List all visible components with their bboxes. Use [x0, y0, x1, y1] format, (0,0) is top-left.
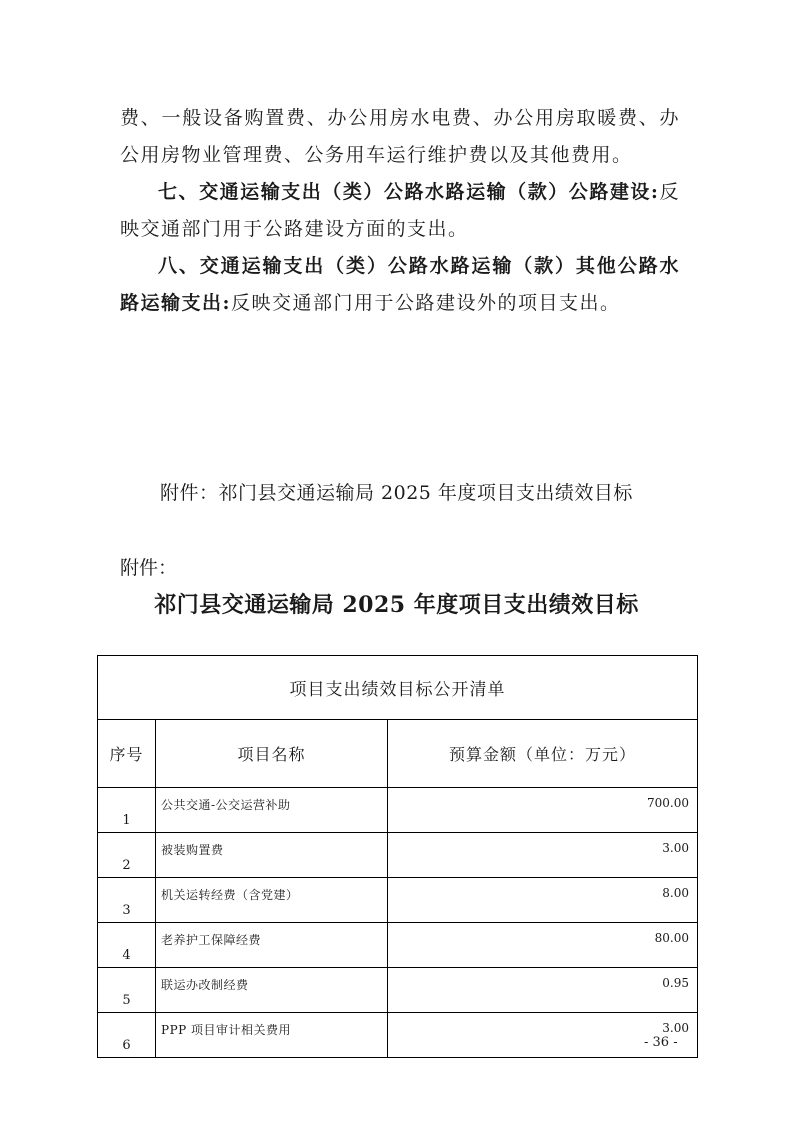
row-project-name: 老养护工保障经费	[156, 923, 388, 968]
row-budget-amount: 8.00	[388, 878, 698, 923]
row-budget-amount: 700.00	[388, 788, 698, 833]
attachment-label: 附件：	[120, 557, 178, 579]
row-project-name: PPP 项目审计相关费用	[156, 1013, 388, 1058]
row-project-name: 公共交通-公交运营补助	[156, 788, 388, 833]
section-heading-eight-line2: 路运输支出:	[120, 292, 232, 314]
paragraph-road-construction	[120, 174, 680, 248]
row-budget-amount: 3.00	[388, 833, 698, 878]
section-heading-seven: 七、交通运输支出（类）公路水路运输（款）公路建设:	[158, 181, 660, 203]
table-caption: 项目支出绩效目标公开清单	[98, 656, 698, 720]
section-text-seven: 反映交通部门用于公路建设方面的支出。	[120, 181, 680, 240]
section-text-eight: 反映交通部门用于公路建设外的项目支出。	[231, 292, 621, 314]
table-row	[98, 878, 698, 923]
table-row	[98, 1013, 698, 1058]
row-serial-no: 2	[98, 833, 156, 878]
row-serial-no: 4	[98, 923, 156, 968]
paragraph-expense-list: 费、一般设备购置费、办公用房水电费、办公用房取暖费、办公用房物业管理费、公务用车运行维护费以及其他费用。	[120, 107, 680, 166]
table-row	[98, 968, 698, 1013]
row-budget-amount: 3.00	[388, 1013, 698, 1058]
row-serial-no: 6	[98, 1013, 156, 1058]
row-project-name: 机关运转经费（含党建）	[156, 878, 388, 923]
table-row	[98, 788, 698, 833]
row-budget-amount: 0.95	[388, 968, 698, 1013]
attachment-note: 附件：祁门县交通运输局 2025 年度项目支出绩效目标	[160, 482, 633, 504]
header-project-name: 项目名称	[156, 720, 388, 788]
page-number: - 36 -	[644, 1035, 678, 1050]
table-row	[98, 833, 698, 878]
section-heading-eight-line1: 八、交通运输支出（类）公路水路运输（款）其他公路水	[158, 255, 680, 277]
row-serial-no: 1	[98, 788, 156, 833]
table-row	[98, 923, 698, 968]
row-project-name: 被装购置费	[156, 833, 388, 878]
header-budget-amount: 预算金额（单位：万元）	[388, 720, 698, 788]
header-serial-no: 序号	[98, 720, 156, 788]
performance-target-table	[97, 655, 698, 1058]
paragraph-other-road-transport	[120, 248, 680, 322]
document-title: 祁门县交通运输局 2025 年度项目支出绩效目标	[154, 592, 639, 618]
row-serial-no: 3	[98, 878, 156, 923]
row-project-name: 联运办改制经费	[156, 968, 388, 1013]
row-serial-no: 5	[98, 968, 156, 1013]
row-budget-amount: 80.00	[388, 923, 698, 968]
